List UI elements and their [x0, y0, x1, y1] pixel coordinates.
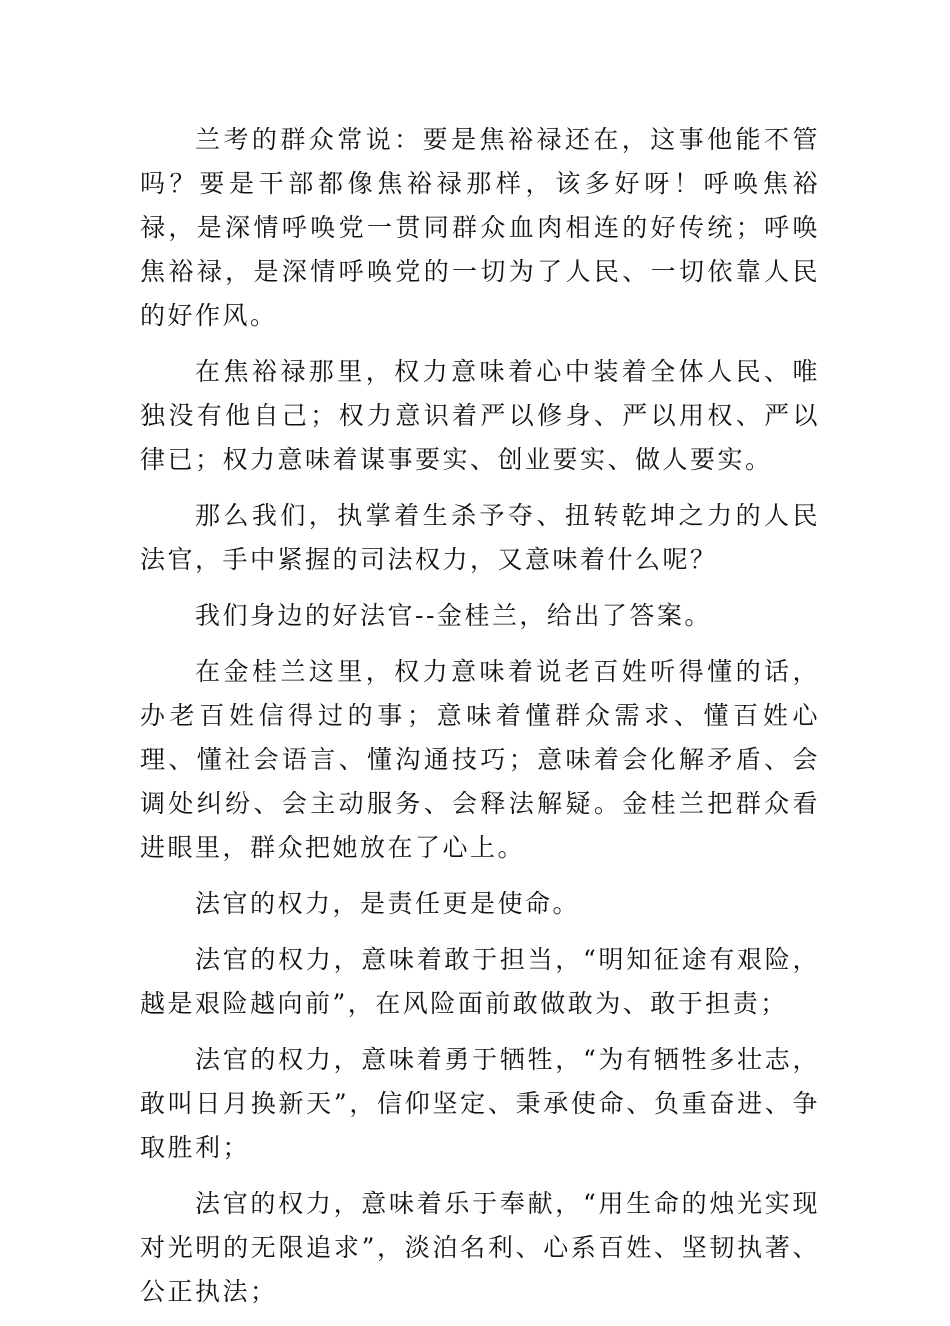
paragraph-8: 法官的权力，意味着勇于牺牲，“为有牺牲多壮志，敢叫日月换新天”，信仰坚定、秉承使命、负重奋进、争取胜利； — [140, 1045, 820, 1162]
paragraph-2: 在焦裕禄那里，权力意味着心中装着全体人民、唯独没有他自己；权力意识着严以修身、严以用权、严以律已；权力意味着谋事要实、创业要实、做人要实。 — [140, 357, 820, 474]
paragraph-7: 法官的权力，意味着敢于担当，“明知征途有艰险，越是艰险越向前”，在风险面前敢做敢为、敢于担责； — [140, 945, 820, 1018]
paragraph-5: 在金桂兰这里，权力意味着说老百姓听得懂的话，办老百姓信得过的事；意味着懂群众需求、懂百姓心理、懂社会语言、懂沟通技巧；意味着会化解矛盾、会调处纠纷、会主动服务、会释法解疑。金桂兰把群众看进眼里，群众把她放在了心上。 — [140, 657, 820, 862]
paragraph-9: 法官的权力，意味着乐于奉献，“用生命的烛光实现对光明的无限追求”，淡泊名利、心系百姓、坚韧执著、公正执法； — [140, 1189, 820, 1306]
paragraph-4: 我们身边的好法官--金桂兰，给出了答案。 — [195, 601, 712, 630]
paragraph-6: 法官的权力，是责任更是使命。 — [195, 889, 581, 918]
document-body — [140, 118, 820, 1326]
paragraph-1: 兰考的群众常说：要是焦裕禄还在，这事他能不管吗？要是干部都像焦裕禄那样，该多好呀！呼唤焦裕禄，是深情呼唤党一贯同群众血肉相连的好传统；呼唤焦裕禄，是深情呼唤党的一切为了人民、一切依靠人民的好作风。 — [140, 125, 820, 330]
paragraph-3: 那么我们，执掌着生杀予夺、扭转乾坤之力的人民法官，手中紧握的司法权力，又意味着什么呢？ — [140, 501, 820, 574]
